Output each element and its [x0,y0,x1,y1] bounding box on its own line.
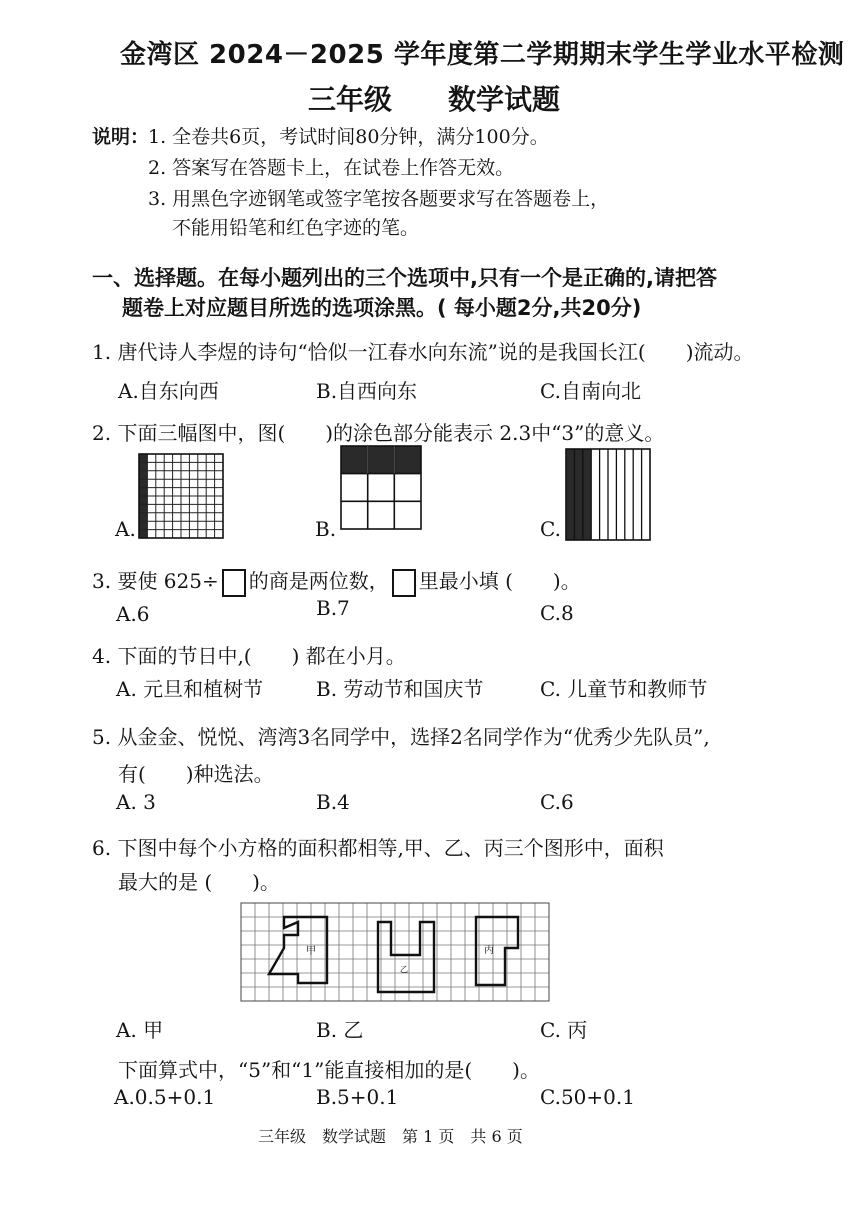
shape-yi [378,922,434,992]
q5-option-a: A. 3 [116,790,156,814]
question-5-text-cont: 有( )种选法。 [118,762,274,786]
q1-option-a: A.自东向西 [118,379,219,403]
question-3-text: 3. 要使 625÷ 的商是两位数， 里最小填 ( )。 [92,565,581,597]
instruction-3-cont: 不能用铅笔和红色字迹的笔。 [172,217,420,239]
q6-option-a: A. 甲 [116,1018,164,1042]
q7-option-a: A.0.5+0.1 [114,1085,216,1109]
shaded-row [341,446,421,474]
figure-label-yi: 乙 [400,965,408,974]
q6-grid-figure [240,902,550,1002]
q1-option-b: B.自西向东 [316,379,418,403]
question-6-text-cont: 最大的是 ( )。 [118,870,280,894]
figure-label-bing: 丙 [484,945,494,956]
q3-option-b: B.7 [316,596,350,620]
q1-option-c: C.自南向北 [540,379,641,403]
section-1-heading: 一、选择题。在每小题列出的三个选项中,只有一个是正确的,请把答 [92,266,717,290]
instruction-1: 1. 全卷共6页，考试时间80分钟，满分100分。 [148,126,549,148]
q2-option-c: C. [540,517,561,541]
q4-option-b: B. 劳动节和国庆节 [316,677,484,701]
q4-option-a: A. 元旦和植树节 [116,677,264,701]
q2-option-a: A. [115,517,136,541]
shape-bing [476,917,518,985]
q2-figure-a [138,453,224,539]
figure-label-jia: 甲 [306,946,316,957]
question-5-text: 5. 从金金、悦悦、湾湾3名同学中，选择2名同学作为“优秀少先队员”, [92,725,710,749]
q3-option-a: A.6 [116,602,150,626]
page-footer: 三年级 数学试题 第 1 页 共 6 页 [258,1127,523,1146]
q5-option-b: B.4 [316,790,350,814]
section-1-heading-cont: 题卷上对应题目所选的选项涂黑。( 每小题2分,共20分) [122,296,642,320]
exam-subtitle: 三年级 数学试题 [308,83,561,116]
instruction-3: 3. 用黑色字迹钢笔或签字笔按各题要求写在答题卷上， [148,188,610,210]
q6-option-b: B. 乙 [316,1018,364,1042]
q4-option-c: C. 儿童节和教师节 [540,677,708,701]
q2-figure-c [565,448,651,541]
shaded-strips [566,449,591,540]
question-7-text: 下面算式中，“5”和“1”能直接相加的是( )。 [118,1058,540,1082]
question-4-text: 4. 下面的节日中,( ) 都在小月。 [92,644,406,668]
q5-option-c: C.6 [540,790,574,814]
blank-box [392,569,416,597]
q3-option-c: C.8 [540,601,574,625]
q7-option-b: B.5+0.1 [316,1085,399,1109]
blank-box [222,569,246,597]
question-1-text: 1. 唐代诗人李煜的诗句“恰似一江春水向东流”说的是我国长江( )流动。 [92,340,754,364]
instructions-label: 说明： [92,126,150,148]
instruction-2: 2. 答案写在答题卡上，在试卷上作答无效。 [148,157,515,179]
q2-figure-b [340,445,422,530]
q6-option-c: C. 丙 [540,1018,588,1042]
question-2-text: 2. 下面三幅图中，图( )的涂色部分能表示 2.3中“3”的意义。 [92,421,665,445]
q2-option-b: B. [315,517,337,541]
q7-option-c: C.50+0.1 [540,1085,635,1109]
exam-title: 金湾区 2024－2025 学年度第二学期期末学生学业水平检测 [120,40,845,70]
question-6-text: 6. 下图中每个小方格的面积都相等,甲、乙、丙三个图形中，面积 [92,836,664,860]
